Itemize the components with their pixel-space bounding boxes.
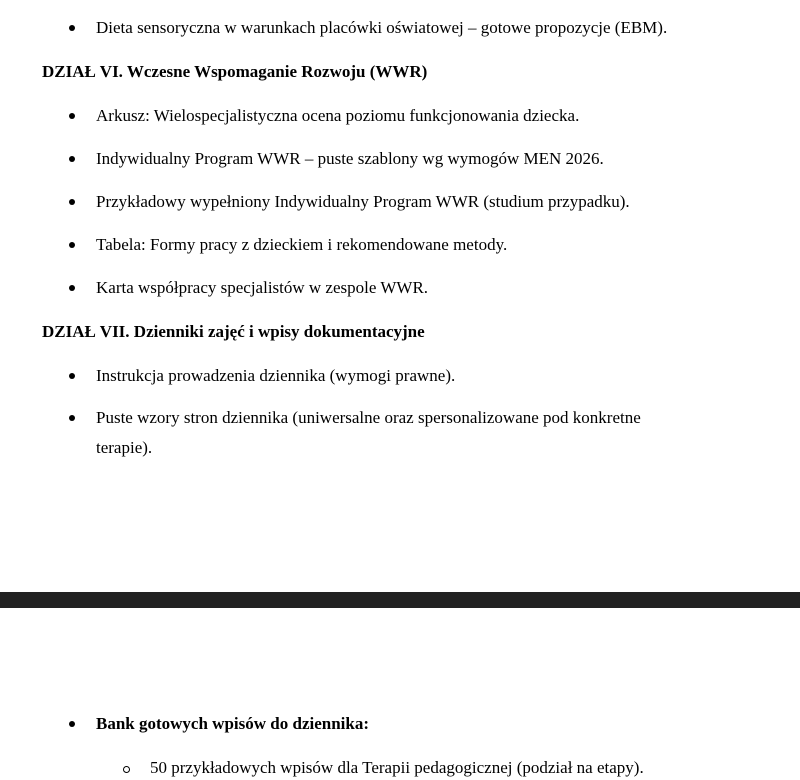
document-page-2 xyxy=(0,608,800,780)
section-heading-vi: DZIAŁ VI. Wczesne Wspomaganie Rozwoju (WWR) xyxy=(42,62,428,81)
list-item: Arkusz: Wielospecjalistyczna ocena poziomu funkcjonowania dziecka. xyxy=(96,106,580,125)
sub-list-item: 50 przykładowych wpisów dla Terapii pedagogicznej (podział na etapy). xyxy=(150,758,644,777)
list-item-continuation: terapie). xyxy=(96,438,153,457)
list-item: Puste wzory stron dziennika (uniwersalne oraz spersonalizowane pod konkretne xyxy=(96,408,641,427)
list-item: Indywidualny Program WWR – puste szablony wg wymogów MEN 2026. xyxy=(96,149,604,168)
list-item-journal-bank: Bank gotowych wpisów do dziennika: xyxy=(96,714,370,733)
list-item: Przykładowy wypełniony Indywidualny Program WWR (studium przypadku). xyxy=(96,192,630,211)
list-item: Instrukcja prowadzenia dziennika (wymogi prawne). xyxy=(96,366,456,385)
page-separator xyxy=(0,592,800,608)
list-item: Karta współpracy specjalistów w zespole WWR. xyxy=(96,278,429,297)
list-item-sensory-diet: Dieta sensoryczna w warunkach placówki oświatowej – gotowe propozycje (EBM). xyxy=(96,18,668,37)
section-heading-vii: DZIAŁ VII. Dzienniki zajęć i wpisy dokumentacyjne xyxy=(42,322,425,341)
list-item: Tabela: Formy pracy z dzieckiem i rekomendowane metody. xyxy=(96,235,508,254)
